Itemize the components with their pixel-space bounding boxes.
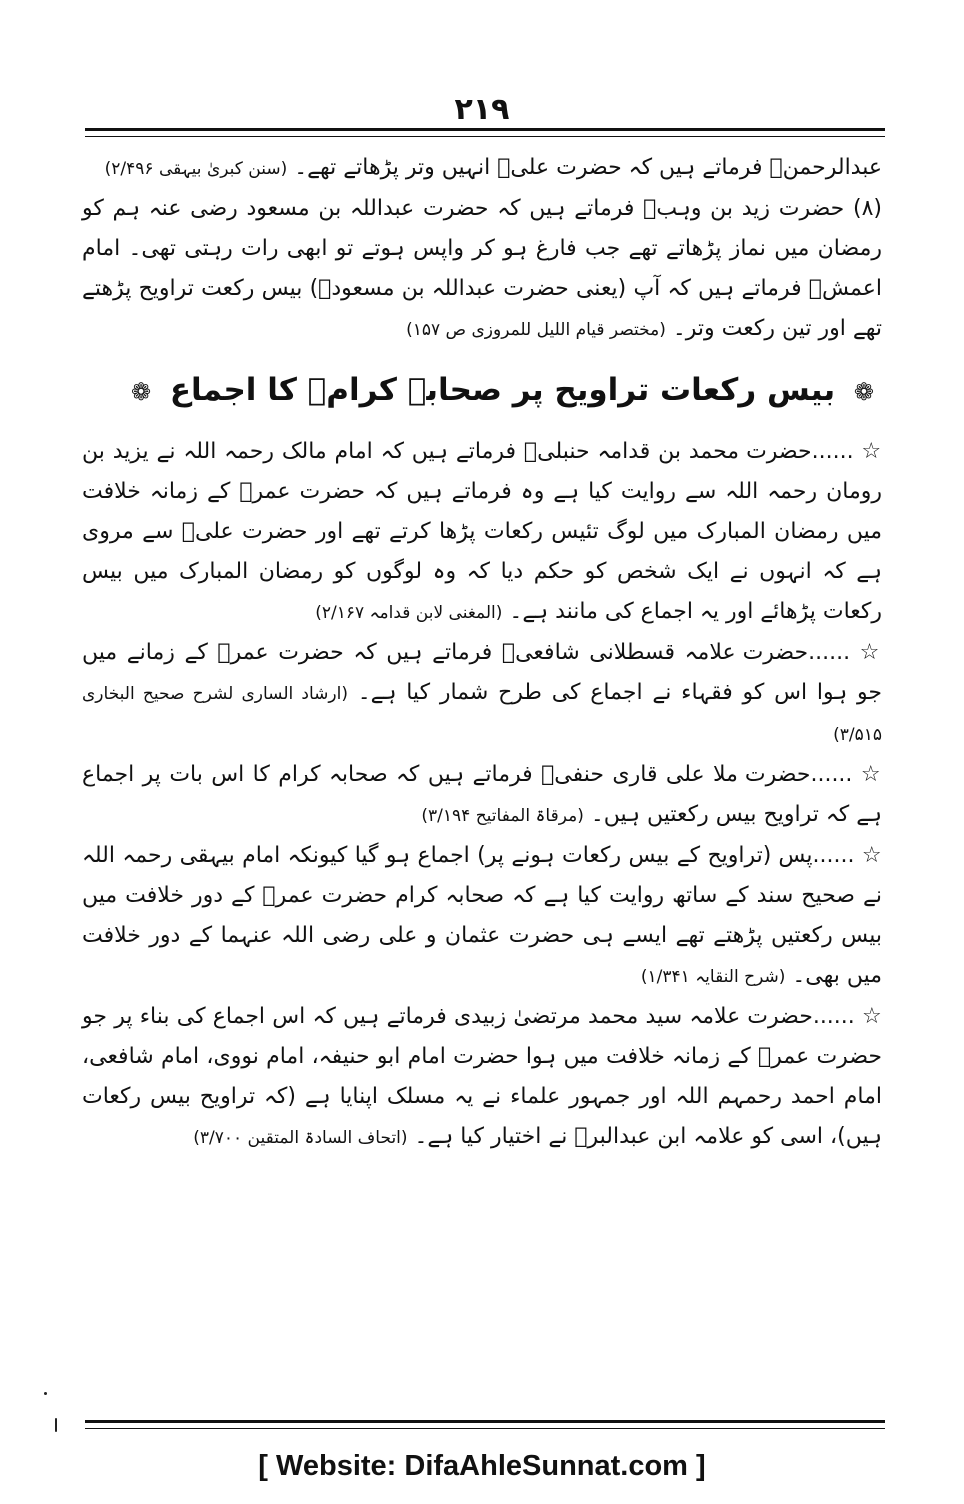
star-icon: ☆	[859, 640, 882, 665]
page-number: ۲۱۹	[454, 92, 510, 127]
list-item-text: ......حضرت علامہ سید محمد مرتضیٰ زبیدی فرماتے ہیں کہ اس اجماع کی بناء پر جو حضرت عمرؓ کے زمانہ خلافت میں ہوا حضرت امام ابو حنیفہ، امام نووی، امام شافعی، امام احمد رحمہم اللہ اور جمہور علماء نے یہ مسلک اپنایا ہے (کہ تراویح بیس رکعات ہیں)، اسی کو علامہ ابن عبدالبرؒ نے اختیار کیا ہے۔	[82, 1004, 882, 1149]
list-item	[82, 755, 882, 836]
list-item-text: ......حضرت علامہ قسطلانی شافعیؒ فرماتے ہیں کہ حضرت عمرؓ کے زمانے میں جو ہوا اس کو فقہاء نے اجماع کی طرح شمار کیا ہے۔	[82, 640, 882, 705]
header-rule-thin	[85, 136, 885, 137]
citation: (ارشاد الساری لشرح صحیح البخاری ۳/۵۱۵)	[82, 684, 882, 745]
paragraph-text: (۸) حضرت زید بن وہبؒ فرماتے ہیں کہ حضرت عبداللہ بن مسعود رضی عنہ ہم کو رمضان میں نماز پڑھاتے تھے جب فارغ ہو کر واپس ہوتے تو ابھی رات رہتی تھی۔ امام اعمشؒ فرماتے ہیں کہ آپ (یعنی حضرت عبداللہ بن مسعودؓ) بیس رکعت تراویح پڑھتے تھے اور تین رکعت وتر۔	[82, 196, 883, 341]
citation: (سنن کبریٰ بیہقی ۲/۴۹۶)	[104, 159, 288, 179]
list-item	[82, 432, 882, 633]
section-heading-text: بیس رکعات تراویح پر صحابہ کرامؓ کا اجماع	[169, 372, 836, 408]
website-footer: [ Website: DifaAhleSunnat.com ]	[258, 1450, 706, 1482]
section-heading	[82, 366, 882, 416]
scan-speck	[55, 1418, 57, 1432]
header-rule	[85, 128, 885, 131]
citation: (المغنی لابن قدامہ ۲/۱۶۷)	[315, 603, 503, 623]
scan-speck	[44, 1392, 47, 1395]
list-item	[82, 836, 882, 997]
list-item-text: ......حضرت ملا علی قاری حنفیؒ فرماتے ہیں کہ صحابہ کرام کا اس بات پر اجماع ہے کہ تراویح بیس رکعتیں ہیں۔	[82, 762, 882, 827]
paragraph-text: عبدالرحمنؒ فرماتے ہیں کہ حضرت علیؓ انہیں وتر پڑھاتے تھے۔	[294, 155, 882, 180]
flower-ornament-icon: ❁	[130, 378, 152, 406]
star-icon: ☆	[861, 843, 882, 868]
star-icon: ☆	[862, 1004, 882, 1029]
citation: (اتحاف السادۃ المتقین ۳/۷۰۰)	[193, 1128, 408, 1148]
star-icon: ☆	[860, 762, 882, 787]
footer-rule	[85, 1420, 885, 1423]
page-body	[82, 148, 882, 1158]
list-item	[82, 633, 882, 755]
footer-rule-thin	[85, 1428, 885, 1429]
citation: (شرح النقایہ ۱/۳۴۱)	[640, 967, 786, 987]
citation: (مرقاۃ المفاتیح ۳/۱۹۴)	[421, 806, 584, 826]
star-icon: ☆	[861, 439, 882, 464]
citation: (مختصر قیام اللیل للمروزی ص ۱۵۷)	[406, 320, 666, 340]
list-item-text: ......حضرت محمد بن قدامہ حنبلیؒ فرماتے ہیں کہ امام مالک رحمہ اللہ نے یزید بن رومان رحمہ اللہ سے روایت کیا ہے وہ فرماتے ہیں کہ حضرت عمرؓ کے زمانہ خلافت میں رمضان المبارک میں لوگ تئیس رکعات پڑھا کرتے تھے اور حضرت علیؓ سے مروی ہے کہ انہوں نے ایک شخص کو حکم دیا کہ وہ لوگوں کو رمضان المبارک میں بیس رکعات پڑھائے اور یہ اجماع کی مانند ہے۔	[82, 439, 882, 624]
paragraph	[82, 189, 882, 350]
list-item	[82, 997, 882, 1158]
list-item-text: ......پس (تراویح کے بیس رکعات ہونے پر) اجماع ہو گیا کیونکہ امام بیہقی رحمہ اللہ نے صحیح سند کے ساتھ روایت کیا ہے کہ صحابہ کرام حضرت عمرؓ کے دور خلافت میں بیس رکعتیں پڑھتے تھے ایسے ہی حضرت عثمان و علی رضی اللہ عنہما کے دور خلافت میں بھی۔	[82, 843, 882, 988]
flower-ornament-icon: ❁	[853, 378, 874, 406]
paragraph	[82, 148, 882, 189]
